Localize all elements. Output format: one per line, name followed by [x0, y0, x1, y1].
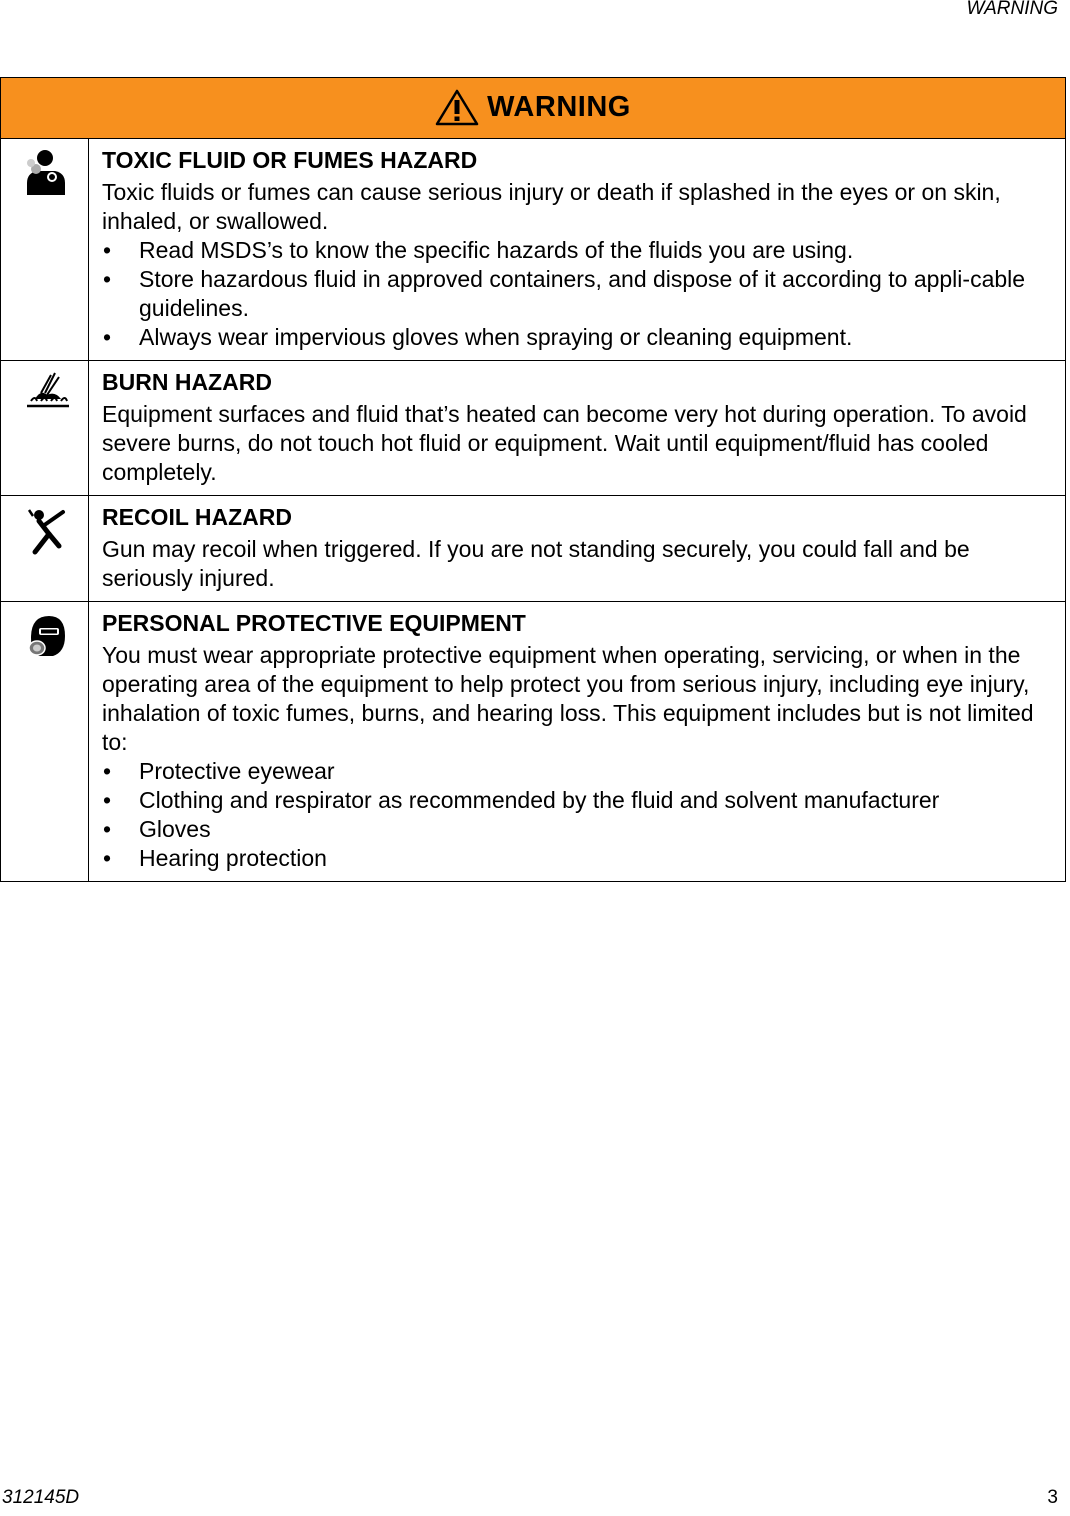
hazard-title: BURN HAZARD	[102, 369, 272, 395]
hazard-row-ppe	[1, 602, 1066, 882]
hazard-title: RECOIL HAZARD	[102, 504, 292, 530]
hazard-title: TOXIC FLUID OR FUMES HAZARD	[102, 147, 478, 173]
warning-banner-title: WARNING	[487, 91, 631, 123]
bullet-item: • Read MSDS’s to know the specific hazards of the fluids you are using.	[102, 236, 1055, 265]
running-header: WARNING	[966, 0, 1058, 19]
hazard-body: Equipment surfaces and fluid that’s heated can become very hot during operation. To avoid severe burns, do not touch hot fluid or equipment. Wait until equipment/fluid has cooled completely.	[102, 401, 1027, 485]
hazard-icon-cell	[1, 496, 89, 602]
hazard-row-toxic	[1, 139, 1066, 361]
hazard-text-cell	[89, 139, 1066, 361]
protective-equipment-icon	[25, 612, 69, 660]
bullet-item: • Gloves	[102, 815, 1055, 844]
recoil-icon	[25, 506, 71, 556]
bullet-item: • Protective eyewear	[102, 757, 1055, 786]
hazard-title: PERSONAL PROTECTIVE EQUIPMENT	[102, 610, 526, 636]
hazard-icon-cell	[1, 602, 89, 882]
hazard-text-cell	[89, 361, 1066, 496]
hazard-row-burn	[1, 361, 1066, 496]
hazard-body: Gun may recoil when triggered. If you are not standing securely, you could fall and be seriously injured.	[102, 536, 970, 591]
hazard-icon-cell	[1, 361, 89, 496]
hazard-bullets	[102, 757, 1055, 873]
hot-surface-icon	[25, 371, 71, 409]
hazard-icon-cell	[1, 139, 89, 361]
bullet-item: • Hearing protection	[102, 844, 1055, 873]
warning-banner	[1, 78, 1066, 139]
warning-triangle-icon	[435, 89, 479, 127]
page-number: 3	[1047, 1487, 1058, 1508]
doc-number: 312145D	[2, 1487, 80, 1508]
hazard-text-cell	[89, 496, 1066, 602]
hazard-text-cell	[89, 602, 1066, 882]
toxic-fumes-icon	[25, 149, 67, 197]
bullet-item: • Always wear impervious gloves when spraying or cleaning equipment.	[102, 323, 1055, 352]
bullet-item: • Clothing and respirator as recommended by the fluid and solvent manufacturer	[102, 786, 1055, 815]
hazard-body: You must wear appropriate protective equipment when operating, servicing, or when in the operating area of the equipment to help protect you from serious injury, including eye injury, inhalation of toxic fumes, burns, and hearing loss. This equipment includes but is not limited to:	[102, 642, 1034, 755]
bullet-item: • Store hazardous fluid in approved containers, and dispose of it according to appli-cable guidelines.	[102, 265, 1055, 323]
warning-table	[0, 77, 1066, 882]
hazard-body: Toxic fluids or fumes can cause serious injury or death if splashed in the eyes or on skin, inhaled, or swallowed.	[102, 179, 1001, 234]
hazard-row-recoil	[1, 496, 1066, 602]
hazard-bullets	[102, 236, 1055, 352]
